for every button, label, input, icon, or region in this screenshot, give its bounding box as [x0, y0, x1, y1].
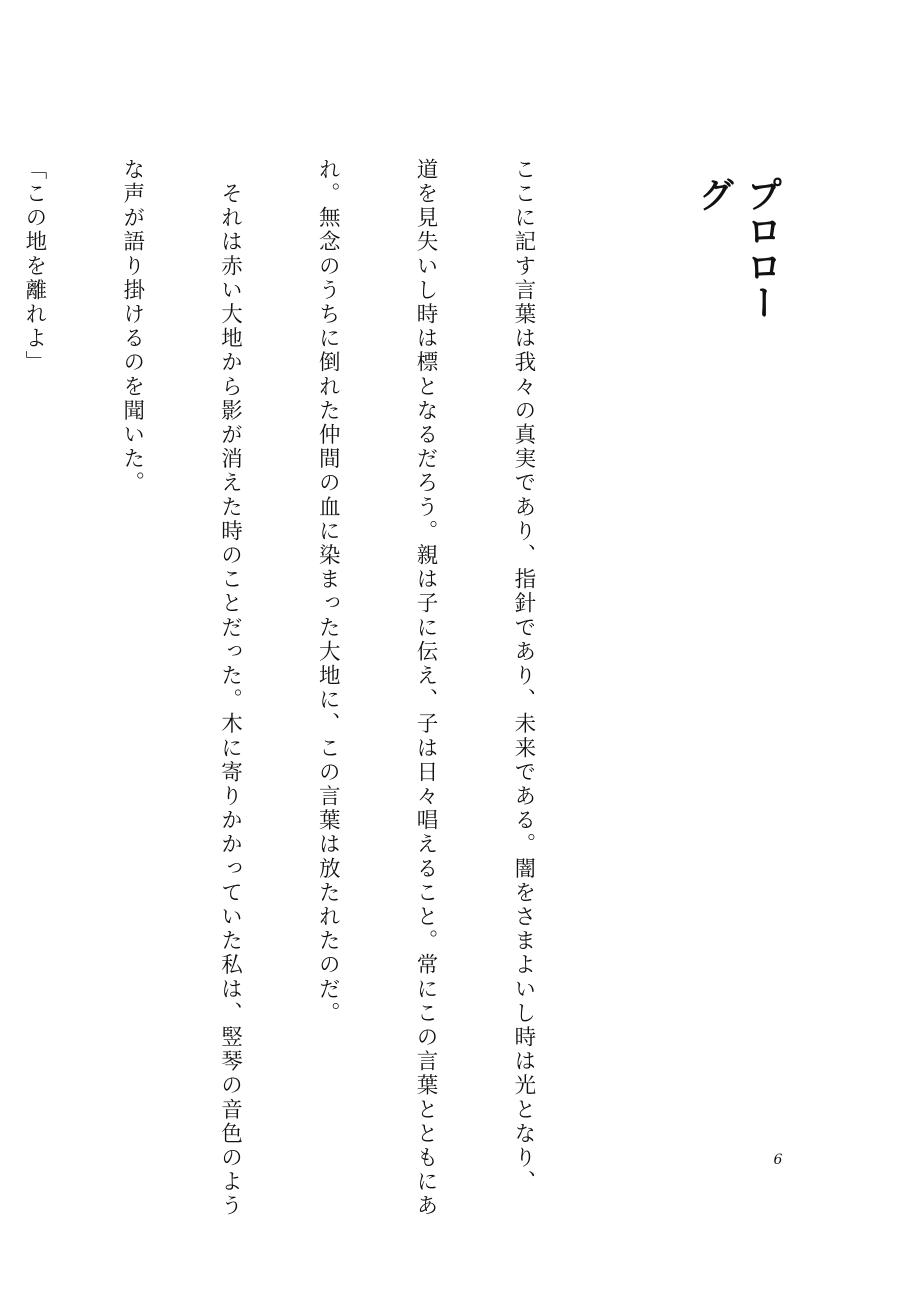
text-line: れ。無念のうちに倒れた仲間の血に染まった大地に、この言葉は放たれたのだ。: [315, 158, 341, 1026]
chapter-title: プロローグ: [693, 176, 783, 320]
body-text: [21, 158, 604, 1219]
text-line: 道を見失いし時は標となるだろう。親は子に伝え、子は日々唱えること。常にこの言葉とともにあ: [413, 158, 439, 1219]
text-line: ここに記す言葉は我々の真実であり、指針であり、未来である。闇をさまよいし時は光となり、: [510, 158, 536, 1195]
text-line: な声が語り掛けるのを聞いた。: [119, 158, 145, 496]
text-line: 「この地を離れよ」: [21, 158, 47, 375]
text-line: それは赤い大地から影が消えた時のことだった。木に寄りかかっていた私は、竪琴の音色のよう: [217, 158, 243, 1219]
page-number: 6: [773, 1152, 783, 1168]
